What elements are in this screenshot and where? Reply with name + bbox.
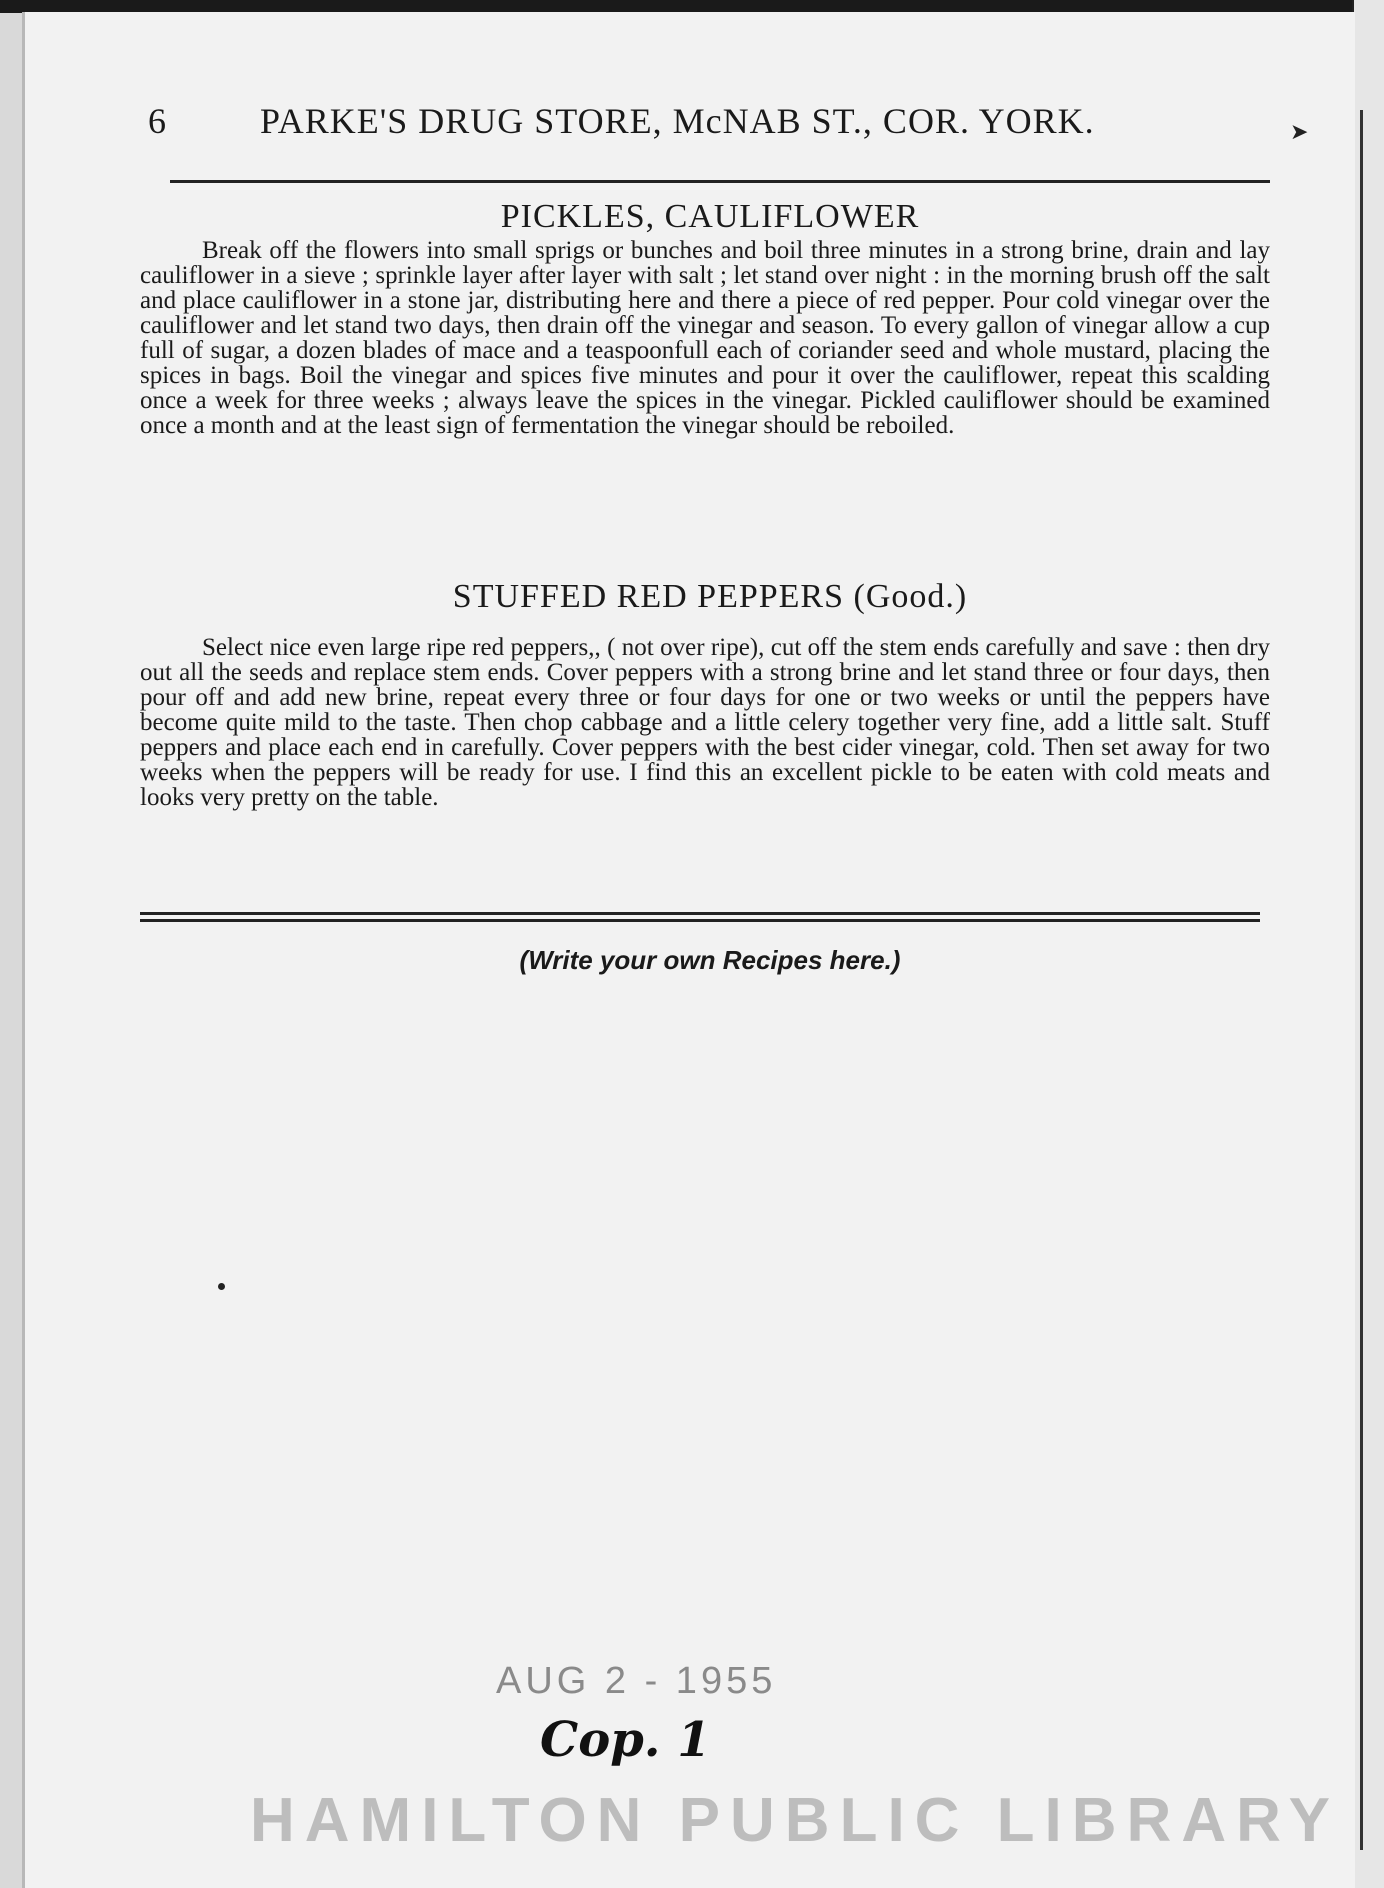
recipe-title-cauliflower: PICKLES, CAULIFLOWER [500,198,920,235]
margin-mark: ➤ [1290,120,1309,145]
recipe-body-peppers: Select nice even large ripe red peppers,, ( not over ripe), cut off the stem ends carefully and save : then dry out all the seeds and replace stem ends. Cover peppers with a strong brine and let stand three or four days, then pour off and add new brine, repeat every three or four days for one or two weeks or until the peppers have become quite mild to the taste. Then chop cabbage and a little celery together very fine, add a little salt. Stuff peppers and place each end in carefully. Cover peppers with the best cider vinegar, cold. Then set away for two weeks when the peppers will be ready for use. I find this an excellent pickle to be eaten with cold meats and looks very pretty on the table. [140,634,1270,811]
page-edge-rule [1360,110,1363,1850]
library-stamp: HAMILTON PUBLIC LIBRARY [250,1786,1340,1855]
page-header [148,100,1188,150]
header-rule [170,180,1270,183]
copy-annotation: Cop. 1 [540,1712,711,1768]
ink-speck [218,1283,225,1290]
section-divider [140,912,1260,926]
recipe-body-cauliflower: Break off the flowers into small sprigs or bunches and boil three minutes in a strong brine, drain and lay cauliflower in a sieve ; sprinkle layer after layer with salt ; let stand over night : in the morning brush off the salt and place cauliflower in a stone jar, distributing here and there a piece of red pepper. Pour cold vinegar over the cauliflower and let stand two days, then drain off the vinegar and season. To every gallon of vinegar allow a cup full of sugar, a dozen blades of mace and a teaspoonfull each of coriander seed and whole mustard, placing the spices in bags. Boil the vinegar and spices five minutes and pour it over the cauliflower, repeat this scalding once a week for three weeks ; always leave the spices in the vinegar. Pickled cauliflower should be examined once a month and at the least sign of fermentation the vinegar should be reboiled. [140,237,1270,439]
date-stamp: AUG 2 - 1955 [496,1660,777,1702]
page-number: 6 [148,101,166,141]
scan-right-edge [1352,0,1384,1888]
recipe-title-peppers: STUFFED RED PEPPERS (Good.) [452,578,968,615]
running-head: PARKE'S DRUG STORE, McNAB ST., COR. YORK. [260,101,1095,141]
write-recipes-note: (Write your own Recipes here.) [519,945,901,975]
